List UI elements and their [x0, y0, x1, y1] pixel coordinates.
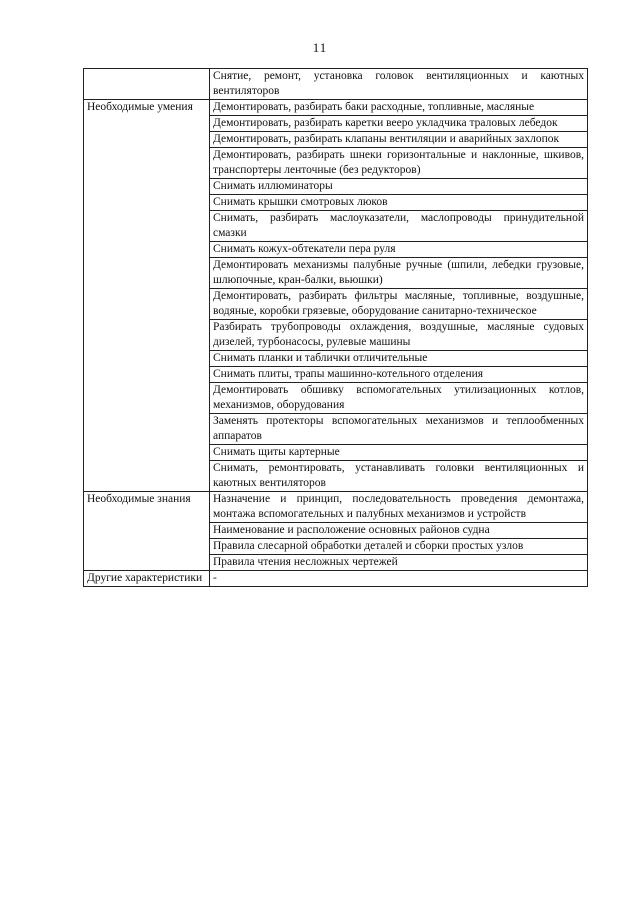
row-group-label: Необходимые умения	[84, 100, 210, 492]
table-cell: Снимать иллюминаторы	[210, 179, 588, 195]
row-group-label: Другие характеристики	[84, 571, 210, 587]
page-number: 11	[312, 40, 328, 55]
table-cell: Демонтировать, разбирать баки расходные, топливные, масляные	[210, 100, 588, 116]
table-cell: Правила чтения несложных чертежей	[210, 555, 588, 571]
table-cell: Снимать, разбирать маслоуказатели, маслопроводы принудительной смазки	[210, 211, 588, 242]
table-cell: Снимать планки и таблички отличительные	[210, 351, 588, 367]
table-row	[84, 100, 588, 116]
row-group-label: Необходимые знания	[84, 492, 210, 571]
table-cell: Разбирать трубопроводы охлаждения, воздушные, масляные судовых дизелей, турбонасосы, рулевые машины	[210, 320, 588, 351]
table-cell: Правила слесарной обработки деталей и сборки простых узлов	[210, 539, 588, 555]
row-group-label	[84, 69, 210, 100]
specification-table	[83, 68, 588, 587]
table-cell: Назначение и принцип, последовательность проведения демонтажа, монтажа вспомогательных и палубных механизмов и устройств	[210, 492, 588, 523]
table-cell: Демонтировать, разбирать шнеки горизонтальные и наклонные, шкивов, транспортеры ленточные (без редукторов)	[210, 148, 588, 179]
table-row	[84, 571, 588, 587]
table-cell: Снятие, ремонт, установка головок вентиляционных и каютных вентиляторов	[210, 69, 588, 100]
table-cell: Снимать, ремонтировать, устанавливать головки вентиляционных и каютных вентиляторов	[210, 461, 588, 492]
table-cell: Снимать щиты картерные	[210, 445, 588, 461]
table-cell: Снимать кожух-обтекатели пера руля	[210, 242, 588, 258]
table-cell: Демонтировать, разбирать каретки вееро укладчика траловых лебедок	[210, 116, 588, 132]
table-cell: Демонтировать, разбирать клапаны вентиляции и аварийных захлопок	[210, 132, 588, 148]
table-cell: Заменять протекторы вспомогательных механизмов и теплообменных аппаратов	[210, 414, 588, 445]
table-cell: Снимать плиты, трапы машинно-котельного отделения	[210, 367, 588, 383]
table-row	[84, 492, 588, 523]
table-cell: Демонтировать, разбирать фильтры масляные, топливные, воздушные, водяные, коробки грязевые, оборудование санитарно-техническое	[210, 289, 588, 320]
table-cell: -	[210, 571, 588, 587]
table-cell: Наименование и расположение основных районов судна	[210, 523, 588, 539]
table-cell: Демонтировать обшивку вспомогательных утилизационных котлов, механизмов, оборудования	[210, 383, 588, 414]
table-row	[84, 69, 588, 100]
table-cell: Снимать крышки смотровых люков	[210, 195, 588, 211]
table-cell: Демонтировать механизмы палубные ручные (шпили, лебедки грузовые, шлюпочные, кран-балки, вьюшки)	[210, 258, 588, 289]
